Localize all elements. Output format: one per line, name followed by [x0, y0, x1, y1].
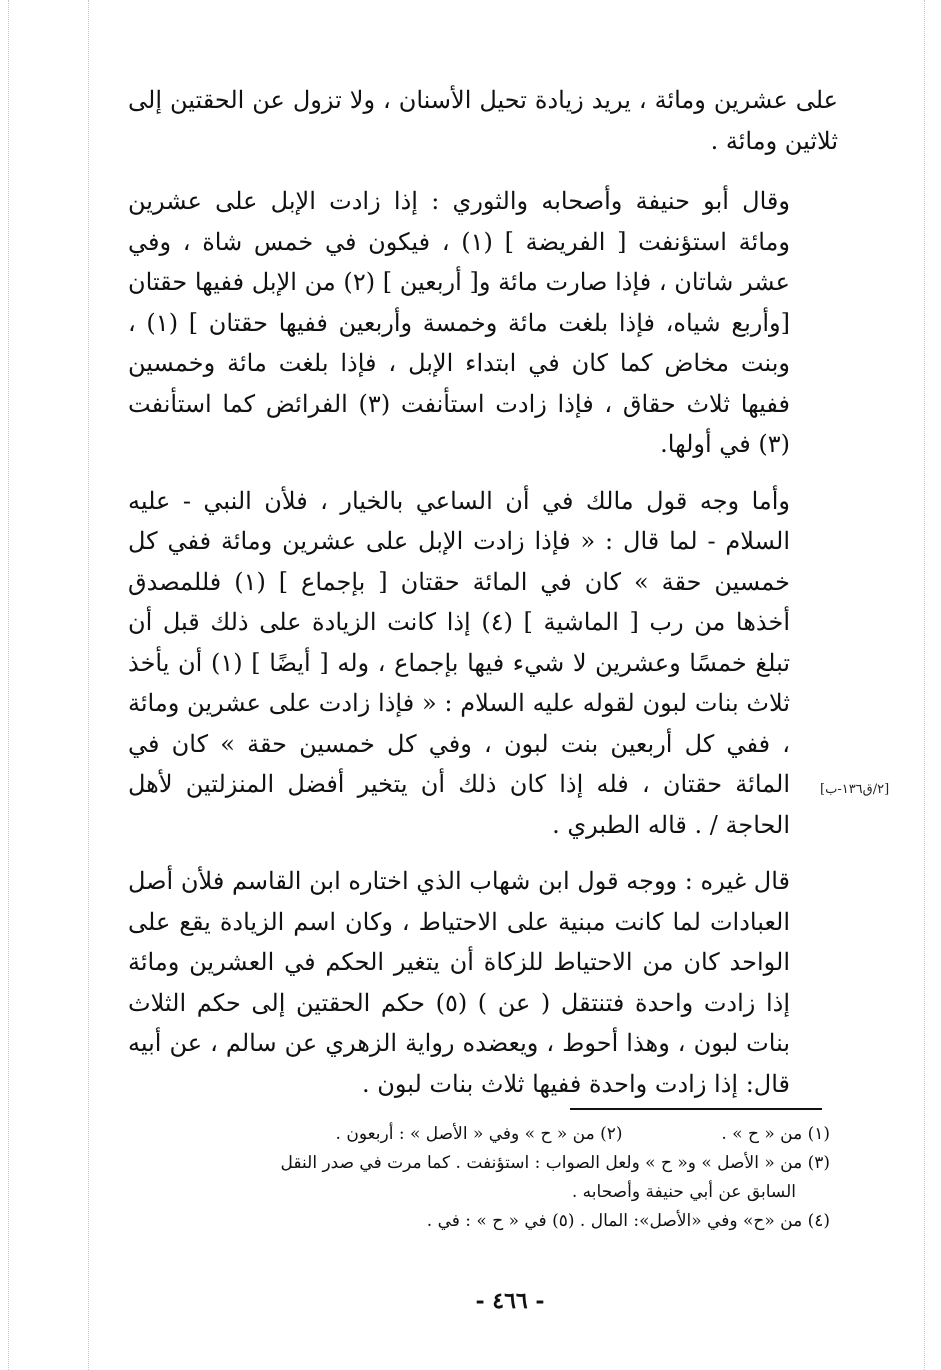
footnote-divider: [570, 1108, 822, 1110]
footnotes: [150, 1120, 830, 1236]
paragraph-1: على عشرين ومائة ، يريد زيادة تحيل الأسنان ، ولا تزول عن الحقتين إلى ثلاثين ومائة .: [128, 86, 838, 155]
footnote-3: (٣) من « الأصل » و« ح » ولعل الصواب : استؤنفت . كما مرت في صدر النقل: [280, 1153, 830, 1173]
scan-edge-right: [924, 0, 925, 1370]
page-number: - ٤٦٦ -: [475, 1288, 545, 1314]
footnote-3-continuation: السابق عن أبي حنيفة وأصحابه .: [571, 1182, 796, 1202]
footnote-2: (٢) من « ح » وفي « الأصل » : أربعون .: [335, 1124, 623, 1144]
paragraph-3: وأما وجه قول مالك في أن الساعي بالخيار ، فلأن النبي - عليه السلام - لما قال : « فإذا زادت الإبل على عشرين ومائة ففي كل خمسين حقة » كان في المائة حقتان [ بإجماع ] (١) فللمصدق أخذها من رب [ الماشية ] (٤) إذا كانت الزيادة على ذلك قبل أن تبلغ خمسًا وعشرين لا شيء فيها بإجماع ، وله [ أيضًا ] (١) أن يأخذ ثلاث بنات لبون لقوله عليه السلام : « فإذا زادت على عشرين ومائة ، ففي كل أربعين بنت لبون ، وفي كل خمسين حقة » كان في المائة حقتان ، فله إذا كان ذلك أن يتخير أفضل المنزلتين لأهل الحاجة / . قاله الطبري .: [128, 486, 790, 839]
paragraph-2: وقال أبو حنيفة وأصحابه والثوري : إذا زادت الإبل على عشرين ومائة استؤنفت [ الفريضة ] (١) ، فيكون في خمس شاة ، وفي عشر شاتان ، فإذا صارت مائة و[ أربعين ] (٢) من الإبل ففيها حقتان [وأربع شياه، فإذا بلغت مائة وخمسة وأربعين ففيها حقتان ] (١) ، وبنت مخاض كما كان في ابتداء الإبل ، فإذا بلغت مائة وخمسين ففيها ثلاث حقاق ، فإذا زادت استأنفت (٣) الفرائض كما استأنفت (٣) في أولها.: [128, 187, 791, 458]
main-text: [128, 80, 838, 1120]
footnote-4-5: (٤) من «ح» وفي «الأصل»: المال . (٥) في « ح » : في .: [426, 1211, 830, 1231]
paragraph-4: قال غيره : ووجه قول ابن شهاب الذي اختاره ابن القاسم فلأن أصل العبادات لما كانت مبنية على الاحتياط ، وكان اسم الزيادة يقع على الواحد كان من الاحتياط للزكاة أن يتغير الحكم في العشرين ومائة إذا زادت واحدة فتنتقل ( عن ) (٥) حكم الحقتين إلى حكم الثلاث بنات لبون ، وهذا أحوط ، ويعضده رواية الزهري عن سالم ، عن أبيه قال: إذا زادت واحدة ففيها ثلاث بنات لبون .: [128, 867, 790, 1098]
manuscript-folio-note: [٢/ق١٣٦-ب]: [820, 782, 890, 797]
footnote-1: (١) من « ح » .: [721, 1124, 830, 1144]
footnote-line-1: [150, 1120, 830, 1149]
scan-edge-inner: [88, 0, 89, 1370]
scan-edge-left: [8, 0, 9, 1370]
